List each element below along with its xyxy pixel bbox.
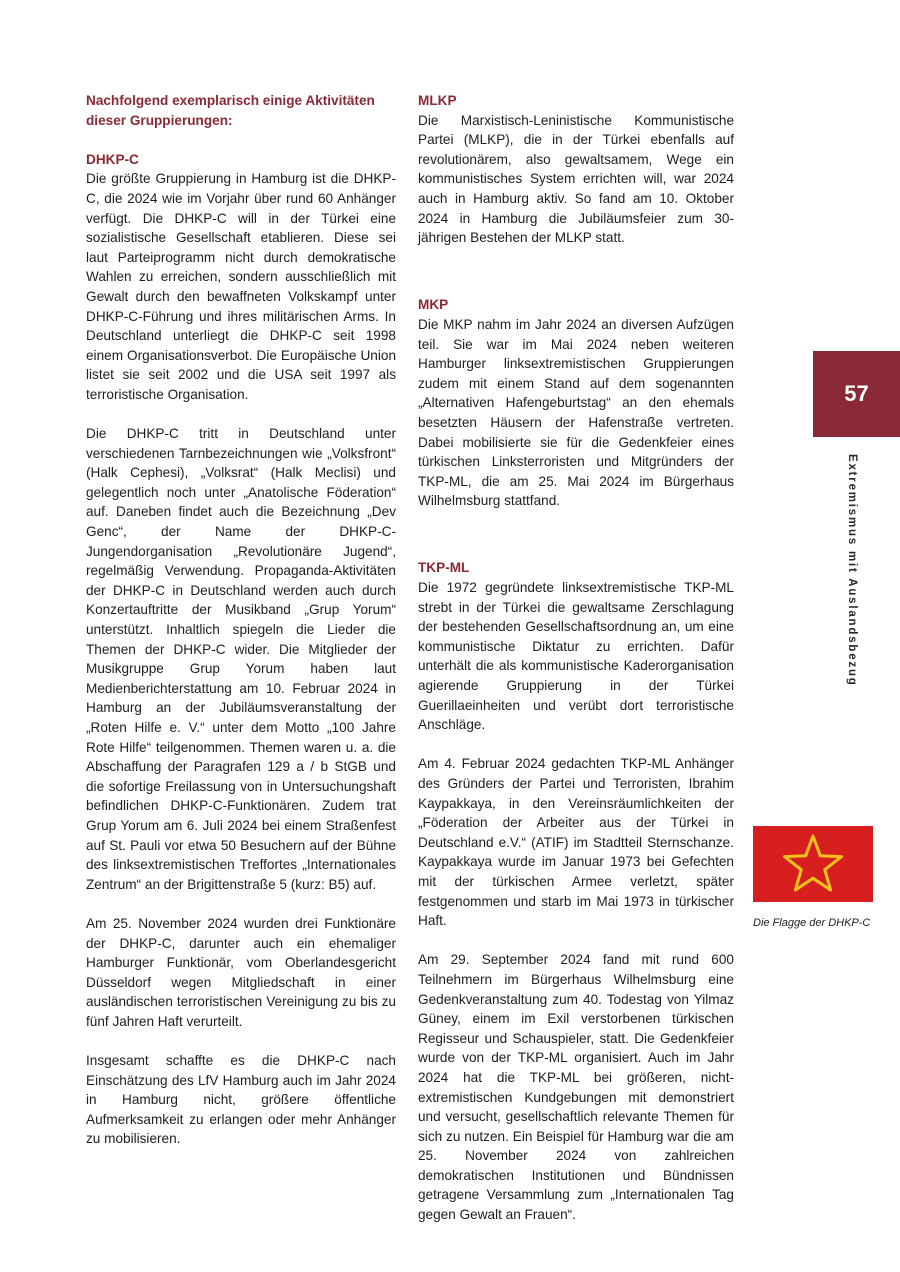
dhkpc-flag-image	[753, 826, 873, 902]
dhkpc-paragraph-4: Insgesamt schaffte es die DHKP-C nach Einschätzung des LfV Hamburg auch im Jahr 2024 in Hamburg nicht, größere öffentliche Aufmerksamkeit zu erlangen oder mehr Anhänger zu mobilisieren.	[86, 1053, 396, 1147]
left-column	[86, 91, 396, 1169]
dhkpc-paragraph-1: Die größte Gruppierung in Hamburg ist die DHKP-C, die 2024 wie im Vorjahr über rund 60 Anhänger verfügt. Die DHKP-C will in der Türkei eine sozialistische Gesellschaft etablieren. Diese sei laut Parteiprogramm nicht durch demokratische Wahlen zu erreichen, sondern ausschließlich mit Gewalt durch den bewaffneten Volkskampf unter DHKP-C-Führung und ihres militärischen Arms. In Deutschland unterliegt die DHKP-C seit 1998 einem Organisationsverbot. Die Europäische Union listet sie seit 2002 und die USA seit 1997 als terroristische Organisation.	[86, 171, 396, 402]
mlkp-paragraph: Die Marxistisch-Leninistische Kommunistische Partei (MLKP), die in der Türkei ebenfalls auf revolutionärem, also gewaltsamem, Wege ein kommunistisches System errichten will, war 2024 auch in Hamburg aktiv. So fand am 10. Oktober 2024 in Hamburg die Jubiläumsfeier zum 30-jährigen Bestehen der MLKP statt.	[418, 112, 734, 246]
intro-heading: Nachfolgend exemplarisch einige Aktivitäten dieser Gruppierungen:	[86, 93, 375, 128]
mkp-paragraph: Die MKP nahm im Jahr 2024 an diversen Aufzügen teil. Sie war im Mai 2024 neben weiteren Hamburger linksextremistischen Gruppierungen zudem mit einem Stand auf dem sogenannten „Alternativen Hafengeburtstag“ an den ehemals besetzten Häusern der Hafenstraße vertreten. Dabei mobilisierte sie für die Gedenkfeier eines türkischen Linksterroristen und Mitgründers der TKP-ML, die am 25. Mai 2024 im Bürgerhaus Wilhelmsburg stattfand.	[418, 316, 734, 509]
page-number: 57	[844, 381, 869, 406]
tkpml-heading: TKP-ML	[418, 560, 470, 576]
dhkpc-paragraph-3: Am 25. November 2024 wurden drei Funktionäre der DHKP-C, darunter auch ein ehemaliger Hamburger Funktionär, vom Oberlandesgericht Düsseldorf wegen Mitgliedschaft in einer ausländischen terroristischen Vereinigung zu bis zu fünf Jahren Haft verurteilt.	[86, 915, 396, 1029]
section-title-vertical: Extremismus mit Auslandsbezug	[846, 454, 858, 687]
mlkp-heading: MLKP	[418, 93, 457, 108]
tkpml-paragraph-1: Die 1972 gegründete linksextremistische TKP-ML strebt in der Türkei die gewaltsame Zerschlagung der bestehenden Gesellschaftsordnung an, um eine kommunistische Diktatur zu errichten. Dafür unterhält die als kommunistische Kaderorganisation agierende Gruppierung in der Türkei Guerillaeinheiten und verübt dort terroristische Anschläge.	[418, 580, 734, 733]
right-column	[418, 91, 734, 1244]
mkp-heading: MKP	[418, 297, 449, 313]
tkpml-paragraph-2: Am 4. Februar 2024 gedachten TKP-ML Anhänger des Gründers der Partei und Terroristen, Ibrahim Kaypakkaya, in den Vereinsräumlichkeiten der „Föderation der Arbeiter aus der Türkei in Deutschland e.V.“ (ATIF) im Stadtteil Sternschanze. Kaypakkaya wurde im Januar 1973 bei Gefechten mit der türkischen Armee verletzt, später festgenommen und starb im Mai 1973 in türkischer Haft.	[418, 756, 734, 929]
page-number-tab	[813, 351, 900, 437]
dhkpc-paragraph-2: Die DHKP-C tritt in Deutschland unter verschiedenen Tarnbezeichnungen wie „Volksfront“ (Halk Cephesi), „Volksrat“ (Halk Meclisi) und gelegentlich noch unter „Anatolische Föderation“ auf. Daneben findet auch die Bezeichnung „Dev Genc“, der Name der DHKP-C-Jungendorganisation „Revolutionäre Jugend“, regelmäßig Verwendung. Propaganda-Aktivitäten der DHKP-C in Deutschland werden auch durch Konzertauftritte der Musikband „Grup Yorum“ unterstützt. Inhaltlich spiegeln die Lieder die Themen der DHKP-C wider. Die Mitglieder der Musikgruppe Grup Yorum haben laut Medienberichterstattung am 10. Februar 2024 in Hamburg an der Jubiläumsveranstaltung der „Roten Hilfe e. V.“ unter dem Motto „100 Jahre Rote Hilfe“ teilgenommen. Themen waren u. a. die Abschaffung der Paragrafen 129 a / b StGB und die sofortige Freilassung von in Untersuchungshaft befindlichen DHKP-C-Funktionären. Zudem trat Grup Yorum am 6. Juli 2024 bei einem Straßenfest auf St. Pauli vor etwa 50 Besuchern auf der Bühne des linksextremistischen Treffortes „Internationales Zentrum“ an der Brigittenstraße 5 (kurz: B5) auf.	[86, 426, 396, 892]
flag-caption: Die Flagge der DHKP-C	[753, 917, 871, 929]
dhkpc-heading: DHKP-C	[86, 151, 139, 167]
tkpml-paragraph-3: Am 29. September 2024 fand mit rund 600 Teilnehmern im Bürgerhaus Wilhelmsburg eine Gedenkveranstaltung zum 40. Todestag von Yilmaz Güney, einem im Exil verstorbenen türkischen Regisseur und Schauspieler, statt. Die Gedenkfeier wurde von der TKP-ML organisiert. Auch im Jahr 2024 hat die TKP-ML bei größeren, nicht-extremistischen Kundgebungen mit demonstriert und versucht, gesellschaftlich relevante Themen für sich zu nutzen. Ein Beispiel für Hamburg war die am 25. November 2024 von zahlreichen demokratischen Institutionen und Bündnissen getragene Versammlung zum „Internationalen Tag gegen Gewalt an Frauen“.	[418, 952, 734, 1223]
